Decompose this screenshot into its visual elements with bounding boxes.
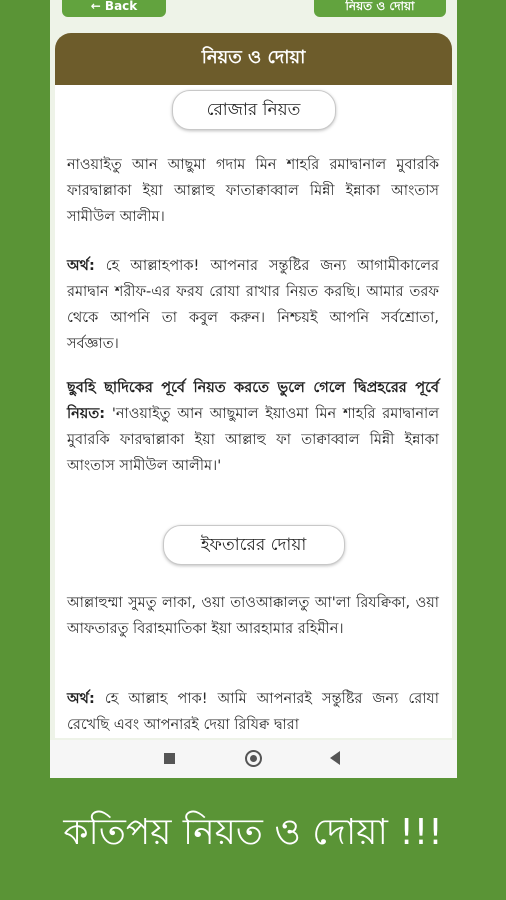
back-button[interactable]: ← Back	[62, 0, 166, 17]
meaning-text: হে আল্লাহপাক! আপনার সন্তুষ্টির জন্য আগামীকালের রমাদ্বান শরীফ-এর ফরয রোযা রাখার নিয়ত করছি। আমার তরফ থেকে আপনি তা কবুল করুন। নিশ্চয়ই আপনি সর্বশ্রোতা, সর্বজ্ঞাত।	[67, 258, 439, 352]
roza-niyat-note	[67, 375, 439, 479]
meaning-text: হে আল্লাহ পাক! আমি আপনারই সন্তুষ্টির জন্য রোযা রেখেছি এবং আপনারই দেয়া রিযিক্ব দ্বারা	[67, 691, 439, 733]
home-icon[interactable]	[245, 750, 262, 767]
iftar-dua-transliteration: আল্লাহুম্মা সুমতু লাকা, ওয়া তাওআক্কালতু আ'লা রিযক্বিকা, ওয়া আফতারতু বিরাহমাতিকা ইয়া আরহামার রহিমীন।	[67, 595, 439, 637]
iftar-dua-meaning	[67, 686, 439, 738]
card-body[interactable]	[55, 85, 452, 738]
section-heading-iftar-dua: ইফতারের দোয়া	[163, 525, 345, 565]
meaning-label: অর্থ:	[67, 691, 95, 707]
promo-caption: কতিপয় নিয়ত ও দোয়া !!!	[63, 812, 443, 853]
note-label: ছুবহি ছাদিকের পূর্বে নিয়ত করতে ভুলে গেলে দ্বিপ্রহরের পূর্বে নিয়ত:	[67, 380, 439, 422]
android-nav-bar	[50, 740, 457, 778]
meaning-label: অর্থ:	[67, 258, 95, 274]
card-title: নিয়ত ও দোয়া	[55, 33, 452, 85]
phone-screen	[50, 0, 457, 778]
roza-niyat-transliteration: নাওয়াইতু আন আছুমা গদাম মিন শাহরি রমাদ্বানাল মুবারকি ফারদ্বাল্লাকা ইয়া আল্লাহু ফাতাক্বাব্বাল মিন্নী ইন্নাকা আংতাস সামীউল আলীম।	[67, 157, 439, 225]
roza-niyat-meaning	[67, 253, 439, 357]
content-card	[55, 33, 452, 738]
note-text: 'নাওয়াইতু আন আছুমাল ইয়াওমা মিন শাহরি রমাদ্বানাল মুবারকি ফারদ্বাল্লাকা ইয়া আল্লাহু ফা তাক্বাব্বাল মিন্নী ইন্নাকা আংতাস সামীউল আলীম।'	[67, 406, 440, 474]
section-heading-roza-niyat: রোজার নিয়ত	[172, 90, 336, 130]
recents-icon[interactable]	[164, 753, 175, 764]
back-triangle-icon[interactable]	[330, 751, 340, 765]
next-button[interactable]: নিয়ত ও দোয়া	[314, 0, 446, 17]
